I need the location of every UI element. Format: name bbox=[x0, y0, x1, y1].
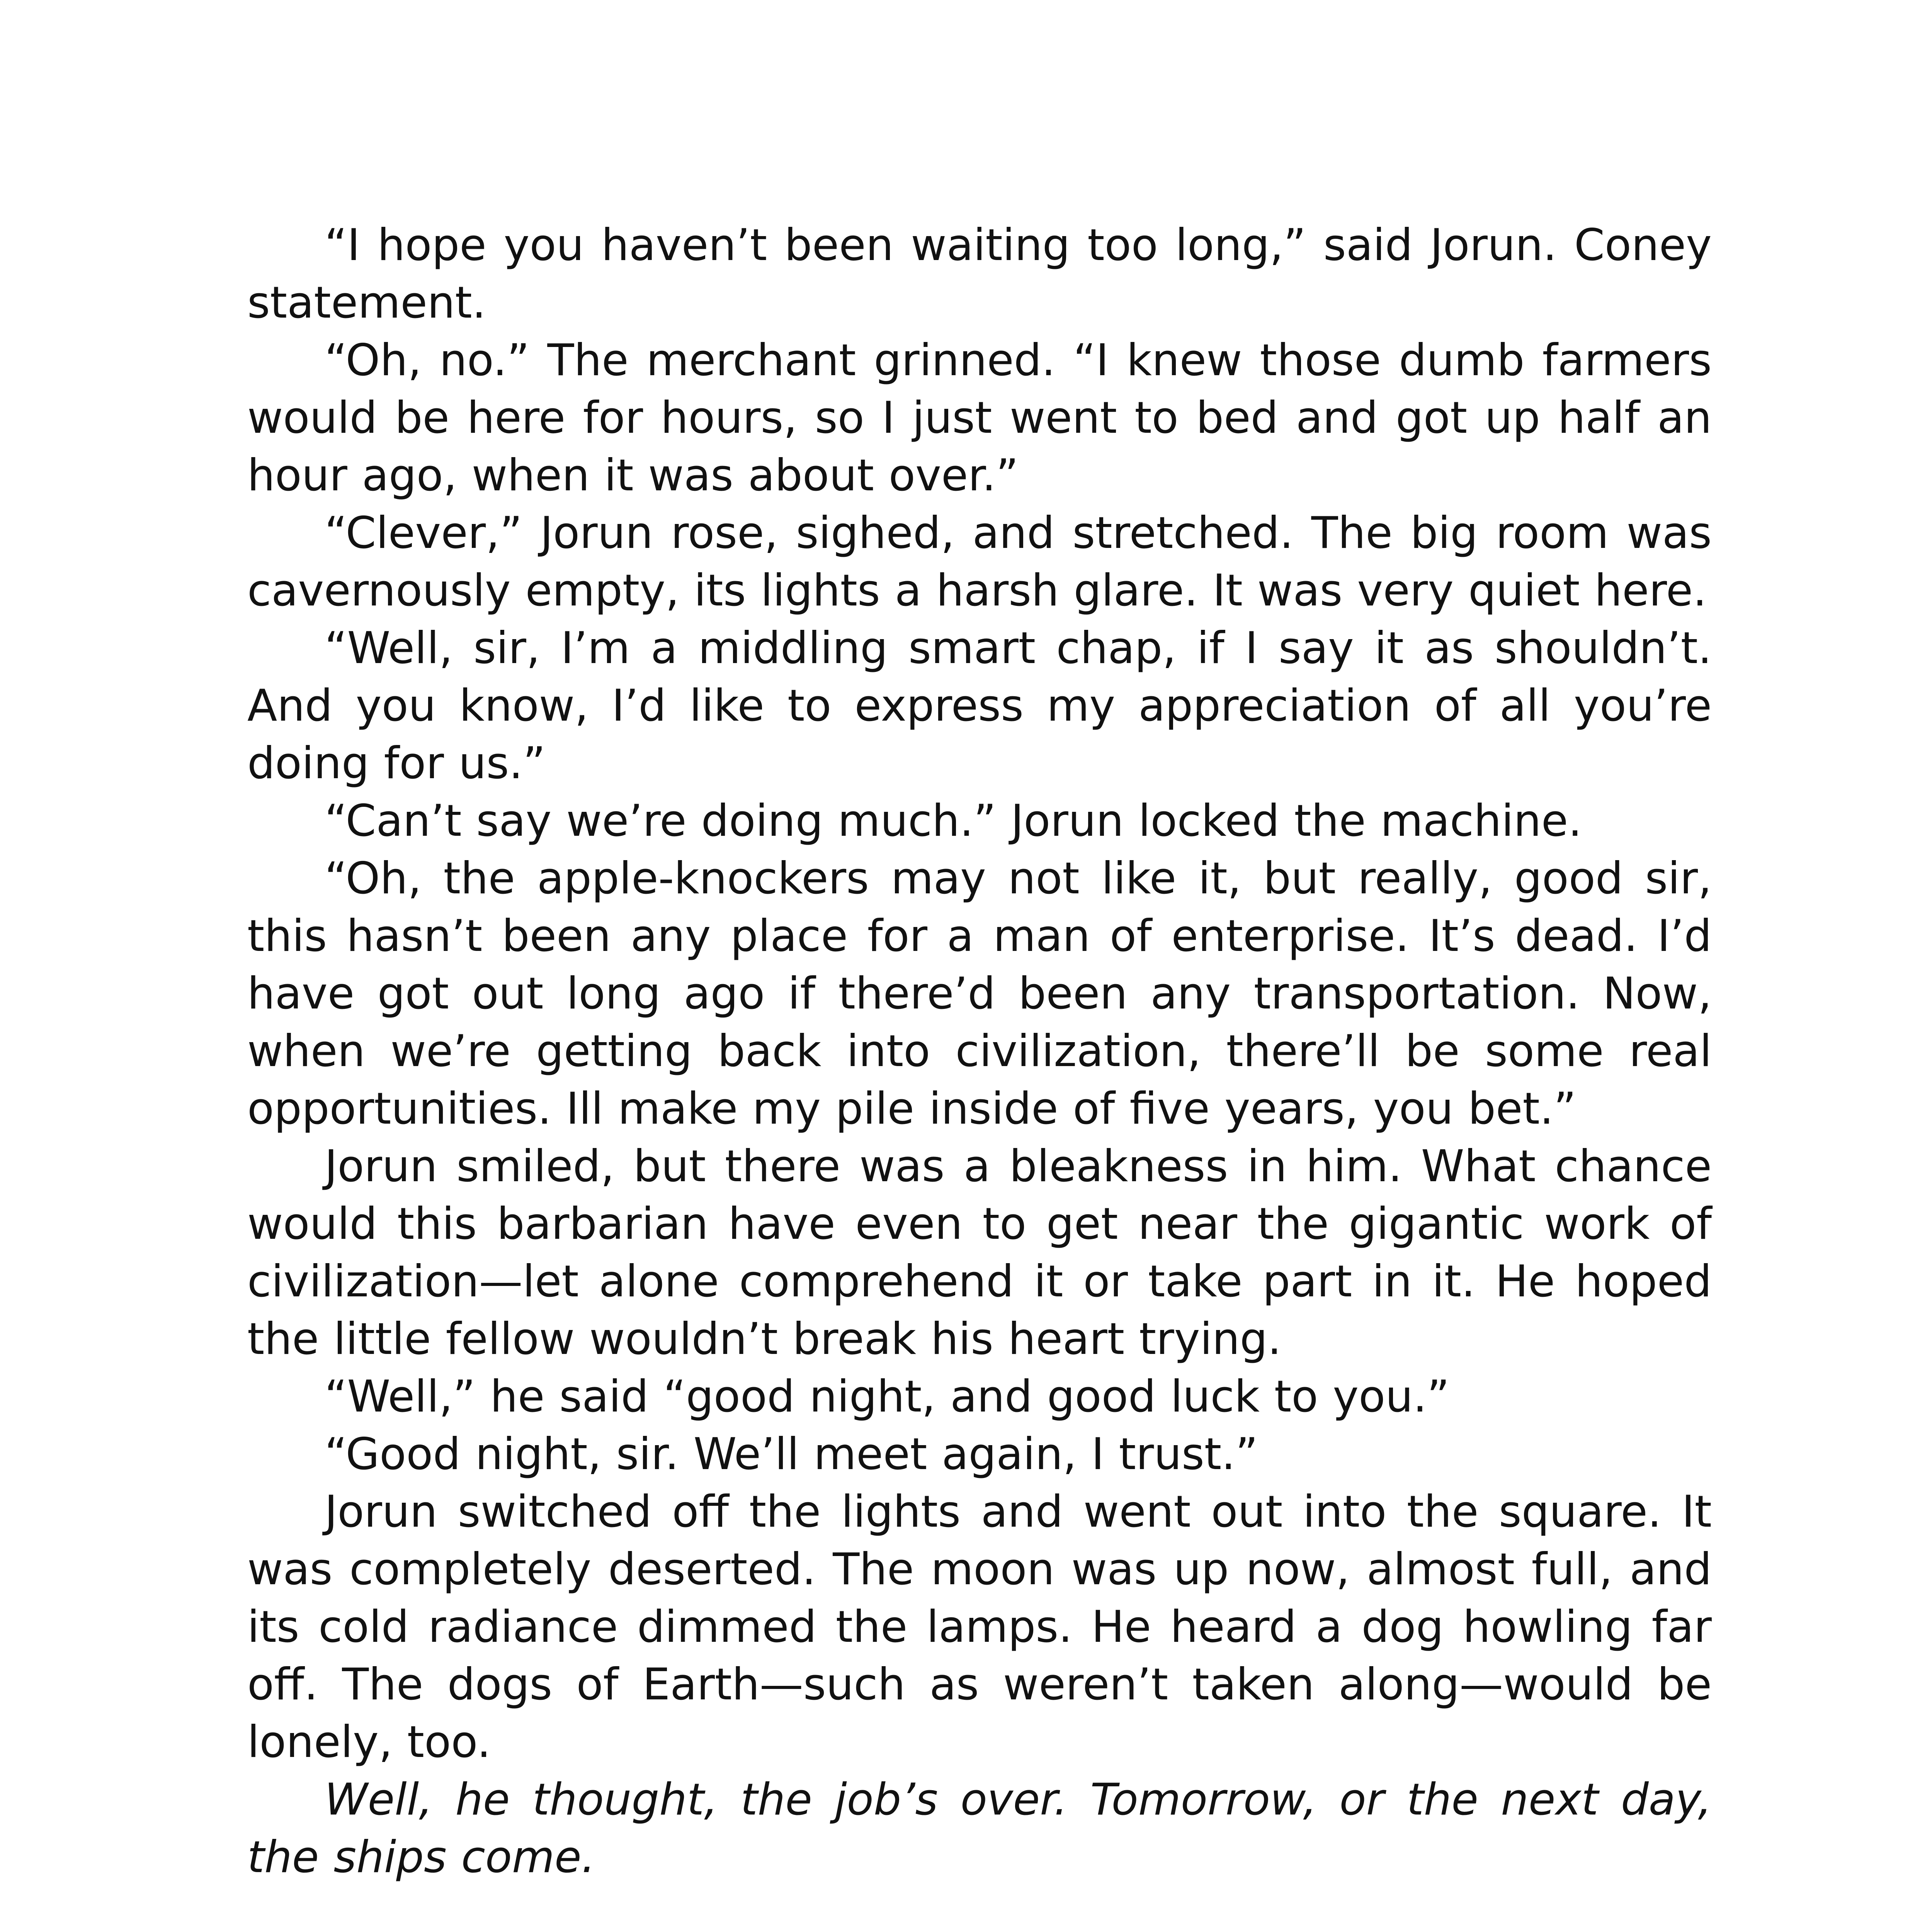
paragraph: “Oh, no.” The merchant grinned. “I knew those dumb farmers would be here for hours, so I just went to bed and got up half an hour ago, when it was about over.” bbox=[247, 335, 1712, 501]
paragraph-italic: Well, he thought, the job’s over. Tomorrow, or the next day, the ships come. bbox=[247, 1774, 1712, 1883]
paragraph: Jorun smiled, but there was a bleakness in him. What chance would this barbarian have even to get near the gigantic work of civilization—let alone comprehend it or take part in it. He hoped the little fellow wouldn’t break his heart trying. bbox=[247, 1141, 1712, 1364]
paragraph: “Can’t say we’re doing much.” Jorun locked the machine. bbox=[325, 795, 1582, 846]
paragraph: Jorun switched off the lights and went out into the square. It was completely deserted. The moon was up now, almost full, and its cold radiance dimmed the lamps. He heard a dog howling far off. The dogs of Earth—such as weren’t taken along—would be lonely, too. bbox=[247, 1486, 1712, 1767]
paragraph: “Clever,” Jorun rose, sighed, and stretched. The big room was cavernously empty, its lights a harsh glare. It was very quiet here. bbox=[247, 507, 1712, 616]
paragraph: “Oh, the apple-knockers may not like it, but really, good sir, this hasn’t been any place for a man of enterprise. It’s dead. I’d have got out long ago if there’d been any transportation. Now, when we’re getting back into civilization, there’ll be some real opportunities. Ill make my pile inside of five years, you bet.” bbox=[247, 853, 1712, 1134]
page-body bbox=[247, 216, 1712, 1886]
paragraph: “Well, sir, I’m a middling smart chap, if I say it as shouldn’t. And you know, I’d like to express my appreciation of all you’re doing for us.” bbox=[247, 622, 1712, 789]
paragraph: “I hope you haven’t been waiting too long,” said Jorun. Coney statement. bbox=[247, 219, 1712, 328]
paragraph: “Well,” he said “good night, and good luck to you.” bbox=[325, 1371, 1450, 1422]
paragraph: “Good night, sir. We’ll meet again, I trust.” bbox=[325, 1429, 1258, 1480]
